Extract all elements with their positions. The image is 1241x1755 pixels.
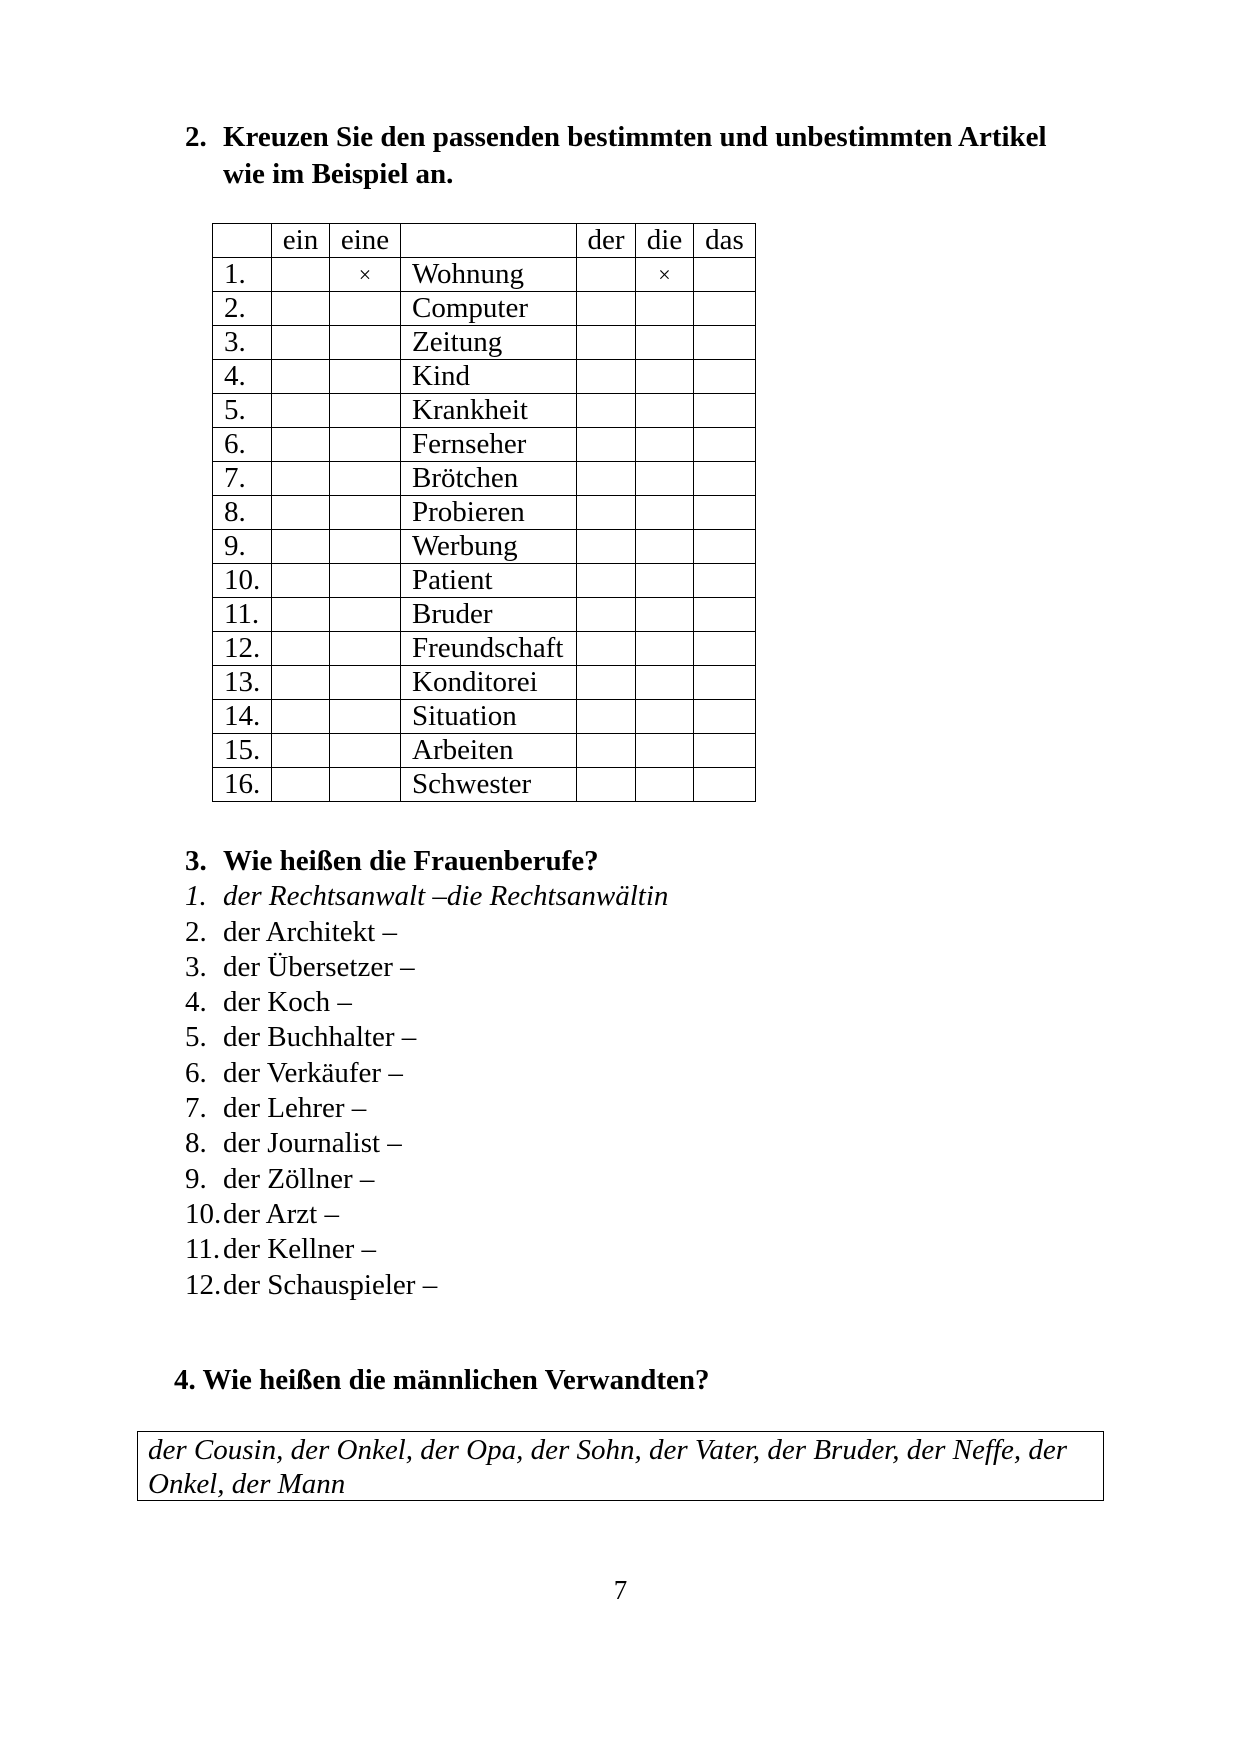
table-row (213, 428, 756, 462)
item-text: der Koch – (223, 986, 352, 1019)
word-box (137, 1431, 1104, 1501)
cell-eine[interactable] (330, 326, 401, 360)
item-number: 3. (185, 950, 207, 983)
cell-das[interactable] (694, 666, 756, 700)
exercise-title: Wie heißen die Frauenberufe? (223, 845, 599, 877)
cell-noun: Schwester (401, 768, 577, 802)
cell-ein[interactable] (272, 564, 330, 598)
cell-eine[interactable] (330, 530, 401, 564)
cell-das[interactable] (694, 462, 756, 496)
row-number: 10. (213, 564, 272, 598)
cell-der[interactable] (577, 632, 636, 666)
row-number: 16. (213, 768, 272, 802)
cell-der[interactable] (577, 496, 636, 530)
list-item (185, 1056, 668, 1091)
cell-noun: Probieren (401, 496, 577, 530)
exercise-2-title-line-1 (185, 119, 1047, 156)
cell-eine[interactable] (330, 292, 401, 326)
cell-ein[interactable] (272, 428, 330, 462)
table-row (213, 632, 756, 666)
header-die: die (636, 224, 694, 258)
cell-die[interactable] (636, 360, 694, 394)
item-text: der Übersetzer – (223, 950, 415, 983)
table-row (213, 326, 756, 360)
cell-noun: Situation (401, 700, 577, 734)
table-row (213, 564, 756, 598)
cell-eine[interactable] (330, 598, 401, 632)
cell-noun: Brötchen (401, 462, 577, 496)
header-eine: eine (330, 224, 401, 258)
table-row (213, 700, 756, 734)
row-number: 11. (213, 598, 272, 632)
cell-ein[interactable] (272, 394, 330, 428)
cell-eine[interactable] (330, 564, 401, 598)
cell-die[interactable]: × (636, 258, 694, 292)
header-der: der (577, 224, 636, 258)
row-number: 2. (213, 292, 272, 326)
page-number: 7 (613, 1575, 628, 1605)
cell-ein[interactable] (272, 734, 330, 768)
list-item (185, 1126, 668, 1161)
item-text: der Lehrer – (223, 1092, 367, 1125)
item-text: der Verkäufer – (223, 1056, 403, 1089)
cell-der[interactable] (577, 666, 636, 700)
exercise-2-title-line-2: wie im Beispiel an. (223, 158, 454, 190)
cell-die[interactable] (636, 496, 694, 530)
item-text: der Journalist – (223, 1127, 402, 1160)
item-number: 10. (185, 1197, 222, 1230)
cell-noun: Konditorei (401, 666, 577, 700)
cell-der[interactable] (577, 564, 636, 598)
cell-eine[interactable] (330, 496, 401, 530)
item-text: der Schauspieler – (223, 1268, 438, 1301)
cell-das[interactable] (694, 564, 756, 598)
table-header-row (213, 224, 756, 258)
cell-noun: Arbeiten (401, 734, 577, 768)
row-number: 3. (213, 326, 272, 360)
cell-eine[interactable] (330, 666, 401, 700)
cell-der[interactable] (577, 360, 636, 394)
cell-ein[interactable] (272, 768, 330, 802)
cell-der[interactable] (577, 462, 636, 496)
header-number (213, 224, 272, 258)
table-row (213, 258, 756, 292)
cell-noun: Zeitung (401, 326, 577, 360)
list-item (185, 950, 668, 985)
cell-noun: Kind (401, 360, 577, 394)
cell-eine[interactable] (330, 768, 401, 802)
item-text: der Kellner – (223, 1233, 376, 1266)
cell-der[interactable] (577, 768, 636, 802)
cell-das[interactable] (694, 258, 756, 292)
row-number: 15. (213, 734, 272, 768)
row-number: 1. (213, 258, 272, 292)
cell-eine[interactable] (330, 734, 401, 768)
cell-noun: Bruder (401, 598, 577, 632)
item-number: 6. (185, 1056, 207, 1089)
cell-der[interactable] (577, 428, 636, 462)
cell-die[interactable] (636, 666, 694, 700)
cell-die[interactable] (636, 530, 694, 564)
cell-das[interactable] (694, 326, 756, 360)
cell-der[interactable] (577, 734, 636, 768)
cell-die[interactable] (636, 768, 694, 802)
list-item (185, 1162, 668, 1197)
table-row (213, 666, 756, 700)
row-number: 12. (213, 632, 272, 666)
row-number: 4. (213, 360, 272, 394)
item-number: 8. (185, 1127, 207, 1160)
cell-das[interactable] (694, 428, 756, 462)
cell-eine[interactable] (330, 632, 401, 666)
item-text: der Buchhalter – (223, 1021, 417, 1054)
item-number: 4. (185, 986, 207, 1019)
list-item (185, 879, 668, 914)
cell-das[interactable] (694, 598, 756, 632)
cell-noun: Wohnung (401, 258, 577, 292)
row-number: 8. (213, 496, 272, 530)
cell-die[interactable] (636, 598, 694, 632)
word-box-line-2: Onkel, der Mann (148, 1468, 346, 1500)
cell-ein[interactable] (272, 462, 330, 496)
cell-ein[interactable] (272, 700, 330, 734)
table-row (213, 496, 756, 530)
cell-ein[interactable] (272, 258, 330, 292)
item-text: der Architekt – (223, 915, 397, 948)
row-number: 14. (213, 700, 272, 734)
cell-das[interactable] (694, 768, 756, 802)
item-text: der Arzt – (223, 1197, 339, 1230)
list-item (185, 1020, 668, 1055)
cell-die[interactable] (636, 462, 694, 496)
header-noun (401, 224, 577, 258)
cell-der[interactable] (577, 700, 636, 734)
cell-ein[interactable] (272, 530, 330, 564)
cell-die[interactable] (636, 734, 694, 768)
item-text: der Zöllner – (223, 1162, 375, 1195)
cell-ein[interactable] (272, 326, 330, 360)
table-row (213, 598, 756, 632)
table-row (213, 462, 756, 496)
cell-ein[interactable] (272, 666, 330, 700)
item-number: 2. (185, 915, 207, 948)
cell-ein[interactable] (272, 598, 330, 632)
cell-eine[interactable] (330, 462, 401, 496)
cell-das[interactable] (694, 292, 756, 326)
cell-das[interactable] (694, 394, 756, 428)
cell-ein[interactable] (272, 632, 330, 666)
exercise-3 (185, 844, 668, 1303)
item-number: 9. (185, 1162, 207, 1195)
list-item (185, 985, 668, 1020)
cell-die[interactable] (636, 394, 694, 428)
cell-das[interactable] (694, 632, 756, 666)
cell-der[interactable] (577, 326, 636, 360)
list-item (185, 1232, 668, 1267)
header-ein: ein (272, 224, 330, 258)
cell-die[interactable] (636, 428, 694, 462)
item-text: der Rechtsanwalt –die Rechtsanwältin (223, 880, 669, 913)
cell-das[interactable] (694, 496, 756, 530)
table-row (213, 734, 756, 768)
cell-der[interactable] (577, 292, 636, 326)
list-item (185, 1268, 668, 1303)
list-item (185, 915, 668, 950)
cell-eine[interactable] (330, 428, 401, 462)
exercise-title: Wie heißen die männlichen Verwandten? (202, 1364, 710, 1396)
row-number: 9. (213, 530, 272, 564)
exercise-number: 3. (185, 845, 207, 877)
article-table (212, 223, 756, 802)
row-number: 6. (213, 428, 272, 462)
cell-eine[interactable] (330, 360, 401, 394)
cell-das[interactable] (694, 360, 756, 394)
cell-die[interactable] (636, 326, 694, 360)
cell-das[interactable] (694, 734, 756, 768)
cell-die[interactable] (636, 700, 694, 734)
cell-der[interactable] (577, 530, 636, 564)
cell-noun: Werbung (401, 530, 577, 564)
list-item (185, 1091, 668, 1126)
cell-der[interactable] (577, 394, 636, 428)
item-number: 1. (185, 880, 207, 913)
cell-der[interactable] (577, 258, 636, 292)
exercise-number: 4. (174, 1364, 196, 1396)
cell-eine[interactable] (330, 394, 401, 428)
exercise-4-heading (174, 1362, 710, 1398)
word-box-line-1: der Cousin, der Onkel, der Opa, der Sohn, der Vater, der Bruder, der Neffe, der (148, 1434, 1068, 1466)
exercise-3-heading (185, 844, 668, 879)
cell-noun: Krankheit (401, 394, 577, 428)
cell-das[interactable] (694, 530, 756, 564)
cell-noun: Fernseher (401, 428, 577, 462)
exercise-2-heading (185, 119, 1047, 193)
table-row (213, 394, 756, 428)
cell-der[interactable] (577, 598, 636, 632)
exercise-number: 2. (185, 121, 207, 153)
list-item (185, 1197, 668, 1232)
table-row (213, 530, 756, 564)
table-row (213, 292, 756, 326)
cell-die[interactable] (636, 632, 694, 666)
cell-noun: Freundschaft (401, 632, 577, 666)
header-das: das (694, 224, 756, 258)
cell-noun: Computer (401, 292, 577, 326)
cell-ein[interactable] (272, 496, 330, 530)
item-number: 12. (185, 1268, 222, 1301)
table-row (213, 768, 756, 802)
cell-das[interactable] (694, 700, 756, 734)
cell-ein[interactable] (272, 360, 330, 394)
cell-eine[interactable] (330, 700, 401, 734)
item-number: 11. (185, 1233, 221, 1266)
table-row (213, 360, 756, 394)
row-number: 5. (213, 394, 272, 428)
exercise-title: Kreuzen Sie den passenden bestimmten und unbestimmten Artikel (223, 121, 1047, 153)
cell-die[interactable] (636, 564, 694, 598)
cell-eine[interactable]: × (330, 258, 401, 292)
cell-ein[interactable] (272, 292, 330, 326)
item-number: 7. (185, 1092, 207, 1125)
cell-noun: Patient (401, 564, 577, 598)
cell-die[interactable] (636, 292, 694, 326)
row-number: 13. (213, 666, 272, 700)
item-number: 5. (185, 1021, 207, 1054)
row-number: 7. (213, 462, 272, 496)
